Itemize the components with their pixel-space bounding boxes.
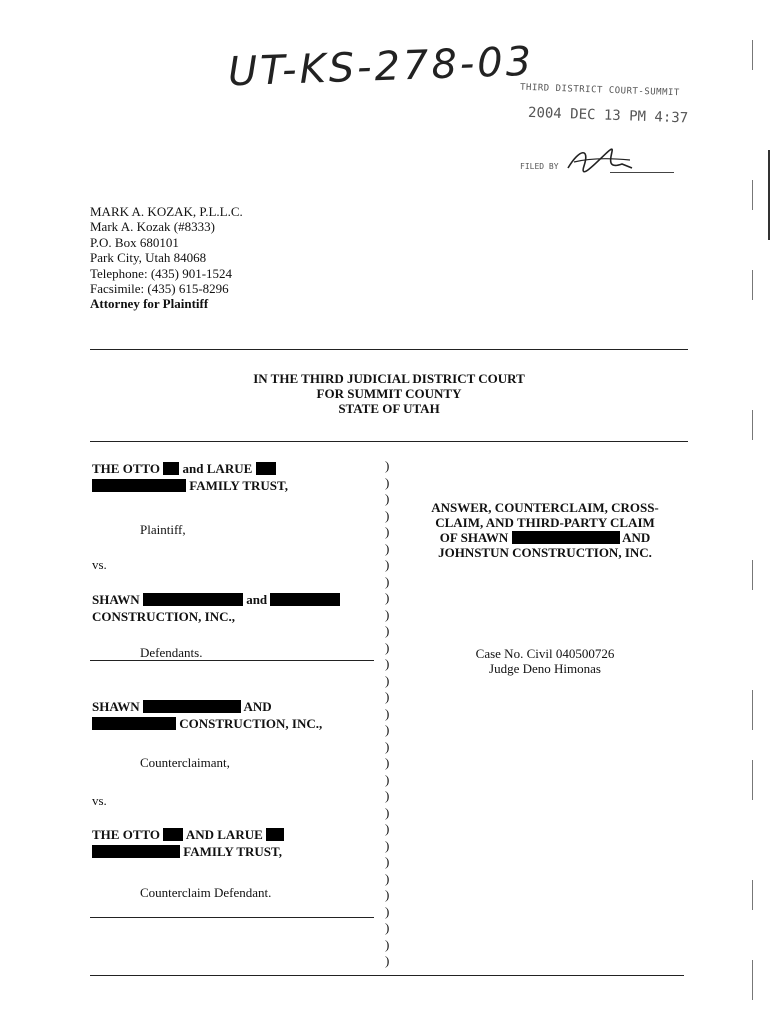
document-title bbox=[400, 500, 690, 560]
caption-paren-column: ) ) ) ) ) ) ) ) ) ) ) ) ) ) ) ) ) ) ) ) ) ) ) ) ) ) ) ) ) ) ) bbox=[385, 458, 390, 968]
plaintiff-trust-label: FAMILY TRUST, bbox=[189, 478, 288, 493]
court-caption-line3: STATE OF UTAH bbox=[338, 401, 440, 416]
document-title-part: AND bbox=[622, 530, 651, 545]
redaction-bar bbox=[143, 700, 241, 713]
divider-defendants bbox=[90, 660, 374, 661]
divider-caption bbox=[90, 441, 688, 442]
handwritten-case-code: UT-KS-278-03 bbox=[227, 38, 535, 96]
scan-mark bbox=[752, 560, 753, 590]
divider-bottom bbox=[90, 975, 684, 976]
redaction-bar bbox=[92, 479, 186, 492]
defendant-role: Defendants. bbox=[140, 645, 203, 660]
counterclaim-defendant-name bbox=[92, 827, 284, 842]
plaintiff-name bbox=[92, 461, 276, 476]
defendant-name bbox=[92, 592, 340, 607]
court-caption bbox=[90, 371, 688, 416]
counterclaimant-name-part: SHAWN bbox=[92, 699, 140, 714]
scan-mark bbox=[752, 270, 753, 300]
redaction-bar bbox=[256, 462, 276, 475]
redaction-bar bbox=[143, 593, 243, 606]
redaction-bar bbox=[92, 845, 180, 858]
court-caption-line1: IN THE THIRD JUDICIAL DISTRICT COURT bbox=[253, 371, 525, 386]
plaintiff-role: Plaintiff, bbox=[140, 522, 186, 537]
document-title-line4: JOHNSTUN CONSTRUCTION, INC. bbox=[438, 545, 652, 560]
scan-mark bbox=[752, 690, 753, 730]
counterclaim-defendant-trust-label: FAMILY TRUST, bbox=[183, 844, 282, 859]
attorney-block bbox=[90, 204, 243, 312]
court-caption-line2: FOR SUMMIT COUNTY bbox=[316, 386, 462, 401]
defendant-name-part: SHAWN bbox=[92, 592, 140, 607]
stamp-court-line: THIRD DISTRICT COURT-SUMMIT bbox=[519, 82, 680, 99]
scan-mark bbox=[752, 760, 753, 800]
counterclaim-defendant-name-part: THE OTTO bbox=[92, 827, 161, 842]
judge-name: Judge Deno Himonas bbox=[489, 661, 601, 676]
vs-label-2: vs. bbox=[92, 793, 107, 808]
scan-mark bbox=[752, 180, 753, 210]
redaction-bar bbox=[512, 531, 620, 544]
attorney-po-box: P.O. Box 680101 bbox=[90, 234, 179, 250]
divider-counterclaim bbox=[90, 917, 374, 918]
attorney-city: Park City, Utah 84068 bbox=[90, 250, 207, 266]
divider-top bbox=[90, 349, 688, 350]
vs-label: vs. bbox=[92, 557, 107, 572]
document-title-part: OF SHAWN bbox=[439, 530, 509, 545]
counterclaimant-company bbox=[92, 716, 322, 731]
plaintiff-name-part: THE OTTO bbox=[92, 461, 161, 476]
document-title-line1: ANSWER, COUNTERCLAIM, CROSS- bbox=[431, 500, 659, 515]
counterclaim-defendant-trust bbox=[92, 844, 282, 859]
defendant-company: CONSTRUCTION, INC., bbox=[92, 609, 236, 624]
redaction-bar bbox=[163, 462, 179, 475]
case-info bbox=[400, 646, 690, 676]
attorney-role: Attorney for Plaintiff bbox=[90, 296, 209, 312]
scan-mark bbox=[752, 880, 753, 910]
stamp-filed-by: FILED BY bbox=[520, 162, 559, 171]
attorney-telephone: Telephone: (435) 901-1524 bbox=[90, 265, 233, 281]
document-title-line3 bbox=[400, 530, 690, 545]
scan-mark bbox=[752, 40, 753, 70]
counterclaimant-company-label: CONSTRUCTION, INC., bbox=[179, 716, 323, 731]
counterclaimant-role: Counterclaimant, bbox=[140, 755, 230, 770]
counterclaim-defendant-name-part: AND LARUE bbox=[185, 827, 263, 842]
court-filing-stamp bbox=[519, 82, 710, 186]
plaintiff-name-part: and LARUE bbox=[182, 461, 253, 476]
counterclaimant-name-part: AND bbox=[243, 699, 272, 714]
redaction-bar bbox=[163, 828, 183, 841]
case-number: Case No. Civil 040500726 bbox=[475, 646, 615, 661]
document-title-line2: CLAIM, AND THIRD-PARTY CLAIM bbox=[435, 515, 655, 530]
clerk-signature-icon bbox=[560, 144, 640, 174]
defendant-name-part: and bbox=[246, 592, 268, 607]
counterclaimant-name bbox=[92, 699, 272, 714]
redaction-bar bbox=[270, 593, 340, 606]
scan-mark bbox=[752, 960, 753, 1000]
stamp-date-line: 2004 DEC 13 PM 4:37 bbox=[527, 104, 689, 127]
redaction-bar bbox=[92, 717, 176, 730]
firm-name: MARK A. KOZAK, P.L.L.C. bbox=[90, 204, 243, 219]
plaintiff-trust bbox=[92, 478, 288, 493]
attorney-facsimile: Facsimile: (435) 615-8296 bbox=[90, 281, 229, 297]
attorney-name: Mark A. Kozak (#8333) bbox=[90, 219, 215, 235]
redaction-bar bbox=[266, 828, 284, 841]
scan-mark bbox=[752, 410, 753, 440]
counterclaim-defendant-role: Counterclaim Defendant. bbox=[140, 885, 272, 900]
